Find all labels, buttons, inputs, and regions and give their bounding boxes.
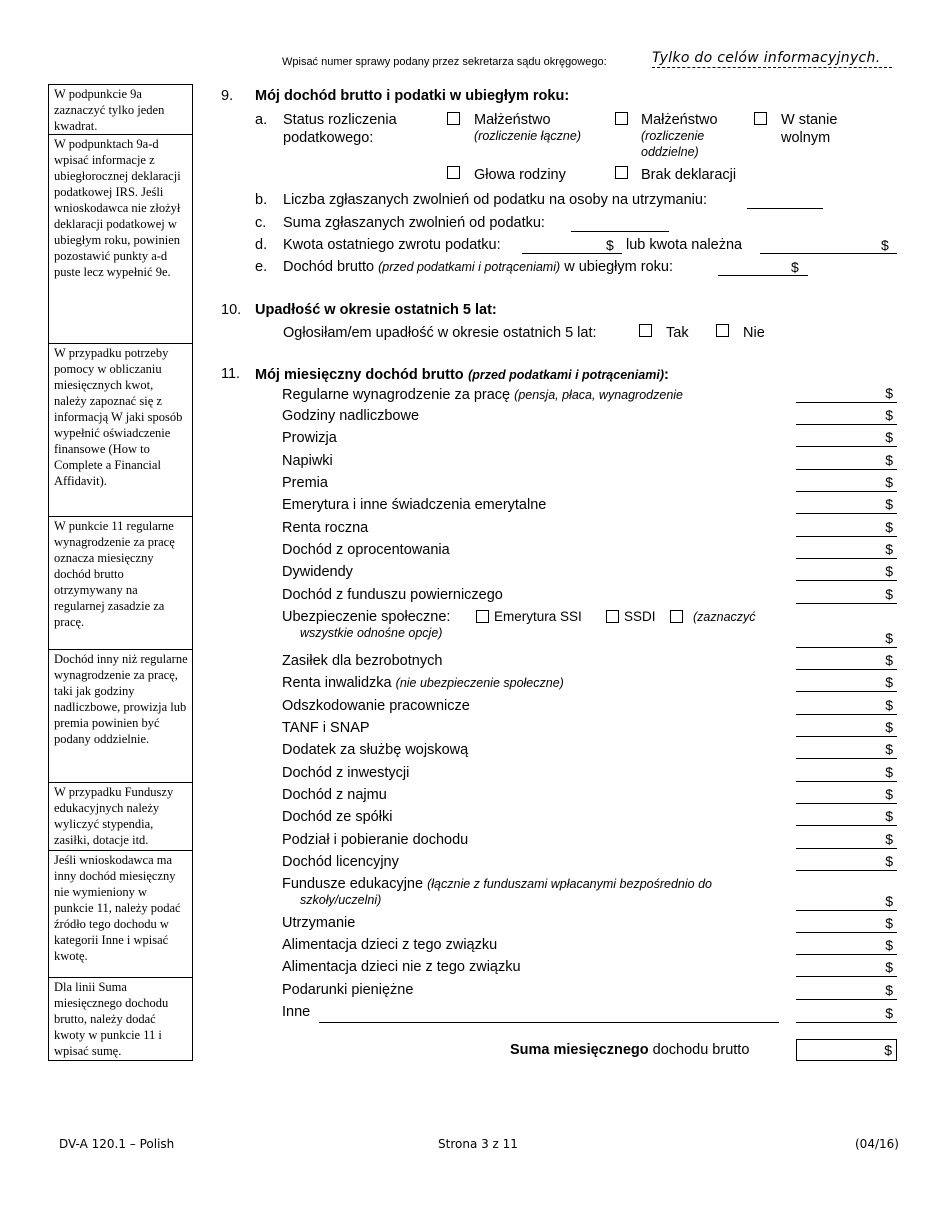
- sidebar-note-other: Jeśli wnioskodawca ma inny dochód miesięczny nie wymieniony w punkcie 11, należy podać źródło tego dochodu w kategorii Inne i wpisać kwotę.: [48, 850, 193, 977]
- total-monthly-income-label: Suma miesięcznego dochodu brutto: [510, 1042, 750, 1058]
- filing-status-label: Status rozliczenia: [283, 112, 397, 128]
- case-number-field[interactable]: Tylko do celów informacyjnych.: [652, 50, 892, 68]
- income-amount-field[interactable]: $: [796, 741, 897, 759]
- section-9-number: 9.: [221, 88, 234, 104]
- income-row-label: Dochód z najmu: [282, 787, 387, 803]
- income-row-label: Dochód z funduszu powierniczego: [282, 587, 503, 603]
- income-row-label: Napiwki: [282, 453, 333, 469]
- bankruptcy-question: Ogłosiłam/em upadłość w okresie ostatnich 5 lat:: [283, 325, 597, 341]
- income-row-label: Podział i pobieranie dochodu: [282, 832, 469, 848]
- bankruptcy-no-label: Nie: [743, 325, 765, 341]
- income-amount-field[interactable]: $: [796, 719, 897, 737]
- married-joint-checkbox[interactable]: [447, 112, 460, 125]
- exemptions-count-label: Liczba zgłaszanych zwolnień od podatku na osoby na utrzymaniu:: [283, 192, 707, 208]
- sidebar-note-total: Dla linii Suma miesięcznego dochodu brutto, należy dodać kwoty w punkcie 11 i wpisać sumę.: [48, 977, 193, 1061]
- no-return-label: Brak deklaracji: [641, 167, 737, 183]
- ssi-pension-label: Emerytura SSI: [494, 609, 582, 624]
- income-amount-field[interactable]: $: [796, 385, 897, 403]
- tax-owed-field[interactable]: [760, 253, 897, 254]
- sidebar-note-help: W przypadku potrzeby pomocy w obliczaniu miesięcznych kwot, należy zapoznać się z informacją W jaki sposób wypełnić oświadczenie finansowe (How to Complete a Financial Affidavit).: [48, 343, 193, 516]
- bankruptcy-no-checkbox[interactable]: [716, 324, 729, 337]
- income-amount-field[interactable]: $: [796, 808, 897, 826]
- sidebar-note-regular-pay: W punkcie 11 regularne wynagrodzenie za pracę oznacza miesięczny dochód brutto otrzymywany na regularnej zasadzie za pracę.: [48, 516, 193, 649]
- gross-income-last-year-currency: $: [791, 259, 799, 275]
- tax-refund-currency: $: [606, 237, 614, 253]
- married-separate-checkbox[interactable]: [615, 112, 628, 125]
- social-security-note-2: wszystkie odnośne opcje): [300, 626, 443, 640]
- married-separate-note-2: oddzielne): [641, 145, 699, 159]
- income-amount-field[interactable]: $: [796, 959, 897, 977]
- other-income-source-field[interactable]: [319, 1022, 779, 1023]
- sidebar-note-9a: W podpunkcie 9a zaznaczyć tylko jeden kwadrat.: [48, 84, 193, 134]
- social-security-other-checkbox[interactable]: [670, 610, 683, 623]
- section-10-number: 10.: [221, 302, 242, 318]
- income-amount-field[interactable]: $: [796, 474, 897, 492]
- income-row-label: Renta roczna: [282, 520, 369, 536]
- income-amount-field[interactable]: $: [796, 674, 897, 692]
- income-row-label: Premia: [282, 475, 328, 491]
- education-funds-amount-field[interactable]: $: [796, 893, 897, 911]
- married-separate-note-1: (rozliczenie: [641, 129, 705, 143]
- married-separate-label: Małżeństwo: [641, 112, 718, 128]
- income-amount-field[interactable]: $: [796, 452, 897, 470]
- income-row-label: Podarunki pieniężne: [282, 982, 414, 998]
- tax-refund-field[interactable]: [522, 253, 622, 254]
- income-amount-field[interactable]: $: [796, 563, 897, 581]
- single-label: W stanie: [781, 112, 838, 128]
- income-amount-field[interactable]: $: [796, 496, 897, 514]
- exemptions-total-label: Suma zgłaszanych zwolnień od podatku:: [283, 215, 545, 231]
- tax-owed-currency: $: [881, 237, 889, 253]
- income-row-label: Alimentacja dzieci z tego związku: [282, 937, 498, 953]
- page-number: Strona 3 z 11: [438, 1137, 518, 1151]
- item-9a-letter: a.: [255, 112, 268, 128]
- sidebar-note-education: W przypadku Funduszy edukacyjnych należy wyliczyć stypendia, zasiłki, dotacje itd.: [48, 782, 193, 850]
- income-amount-field[interactable]: $: [796, 697, 897, 715]
- income-row-label: Dochód licencyjny: [282, 854, 399, 870]
- tax-owed-label: lub kwota należna: [626, 237, 743, 253]
- other-income-amount-field[interactable]: $: [796, 1005, 897, 1023]
- form-revision: (04/16): [855, 1137, 899, 1151]
- bankruptcy-yes-label: Tak: [666, 325, 689, 341]
- section-9-title: Mój dochód brutto i podatki w ubiegłym roku:: [255, 88, 570, 104]
- gross-income-last-year-field[interactable]: [718, 275, 808, 276]
- no-return-checkbox[interactable]: [615, 166, 628, 179]
- education-funds-label: Fundusze edukacyjne (łącznie z funduszami wpłacanymi bezpośrednio do: [282, 876, 712, 892]
- income-amount-field[interactable]: $: [796, 652, 897, 670]
- ssdi-label: SSDI: [624, 609, 656, 624]
- gross-income-last-year-label: Dochód brutto (przed podatkami i potrąceniami) w ubiegłym roku:: [283, 259, 673, 275]
- income-row-label: Utrzymanie: [282, 915, 356, 931]
- income-amount-field[interactable]: $: [796, 541, 897, 559]
- exemptions-count-field[interactable]: [747, 208, 823, 209]
- sidebar-note-9a-d: W podpunktach 9a-d wpisać informacje z ubiegłorocznej deklaracji podatkowej IRS. Jeśli wnioskodawca nie złożył deklaracji podatkowej w ubiegłym roku, powinien pozostawić punkty a-d puste lecz wypełnić 9e.: [48, 134, 193, 343]
- head-of-household-label: Głowa rodziny: [474, 167, 566, 183]
- total-monthly-income-field[interactable]: $: [796, 1039, 897, 1061]
- income-amount-field[interactable]: $: [796, 831, 897, 849]
- income-row-label: Renta inwalidzka (nie ubezpieczenie społeczne): [282, 675, 564, 691]
- item-9e-letter: e.: [255, 259, 268, 275]
- income-row-label: Dochód ze spółki: [282, 809, 393, 825]
- married-joint-label: Małżeństwo: [474, 112, 551, 128]
- income-amount-field[interactable]: $: [796, 915, 897, 933]
- income-amount-field[interactable]: $: [796, 764, 897, 782]
- married-joint-note: (rozliczenie łączne): [474, 129, 581, 143]
- ssi-pension-checkbox[interactable]: [476, 610, 489, 623]
- income-row-label: Dodatek za służbę wojskową: [282, 742, 469, 758]
- income-row-label: Odszkodowanie pracownicze: [282, 698, 470, 714]
- form-id: DV-A 120.1 – Polish: [59, 1137, 175, 1151]
- income-amount-field[interactable]: $: [796, 586, 897, 604]
- item-9c-letter: c.: [255, 215, 267, 231]
- income-amount-field[interactable]: $: [796, 519, 897, 537]
- income-row-label: Dywidendy: [282, 564, 353, 580]
- income-amount-field[interactable]: $: [796, 407, 897, 425]
- income-row-label: Dochód z oprocentowania: [282, 542, 450, 558]
- social-security-label: Ubezpieczenie społeczne:: [282, 609, 451, 625]
- income-row-label: Dochód z inwestycji: [282, 765, 410, 781]
- income-row-label: Godziny nadliczbowe: [282, 408, 420, 424]
- head-of-household-checkbox[interactable]: [447, 166, 460, 179]
- section-11-number: 11.: [221, 366, 241, 382]
- income-amount-field[interactable]: $: [796, 429, 897, 447]
- sidebar-note-other-income: Dochód inny niż regularne wynagrodzenie za pracę, taki jak godziny nadliczbowe, prowizja lub premia powinien być podany oddzielnie.: [48, 649, 193, 782]
- income-row-label: Alimentacja dzieci nie z tego związku: [282, 959, 521, 975]
- item-9b-letter: b.: [255, 192, 268, 208]
- bankruptcy-yes-checkbox[interactable]: [639, 324, 652, 337]
- section-10-title: Upadłość w okresie ostatnich 5 lat:: [255, 302, 497, 318]
- income-row-label: Emerytura i inne świadczenia emerytalne: [282, 497, 547, 513]
- ssdi-checkbox[interactable]: [606, 610, 619, 623]
- income-row-label: Regularne wynagrodzenie za pracę (pensja, płaca, wynagrodzenie: [282, 387, 684, 403]
- tax-refund-label: Kwota ostatniego zwrotu podatku:: [283, 237, 501, 253]
- income-row-label: Prowizja: [282, 430, 337, 446]
- exemptions-total-field[interactable]: [571, 231, 669, 232]
- filing-status-label-2: podatkowego:: [283, 130, 374, 146]
- case-number-label: Wpisać numer sprawy podany przez sekretarza sądu okręgowego:: [282, 56, 607, 68]
- single-checkbox[interactable]: [754, 112, 767, 125]
- income-amount-field[interactable]: $: [796, 937, 897, 955]
- education-funds-note-2: szkoły/uczelni): [300, 893, 382, 907]
- other-income-label: Inne: [282, 1004, 311, 1020]
- social-security-amount-field[interactable]: $: [796, 630, 897, 648]
- single-label-2: wolnym: [781, 130, 831, 146]
- item-9d-letter: d.: [255, 237, 268, 253]
- section-11-title: Mój miesięczny dochód brutto (przed podatkami i potrąceniami):: [255, 367, 669, 383]
- income-amount-field[interactable]: $: [796, 786, 897, 804]
- income-row-label: TANF i SNAP: [282, 720, 370, 736]
- income-amount-field[interactable]: $: [796, 853, 897, 871]
- income-amount-field[interactable]: $: [796, 982, 897, 1000]
- social-security-note-1: (zaznaczyć: [693, 610, 756, 624]
- income-row-label: Zasiłek dla bezrobotnych: [282, 653, 443, 669]
